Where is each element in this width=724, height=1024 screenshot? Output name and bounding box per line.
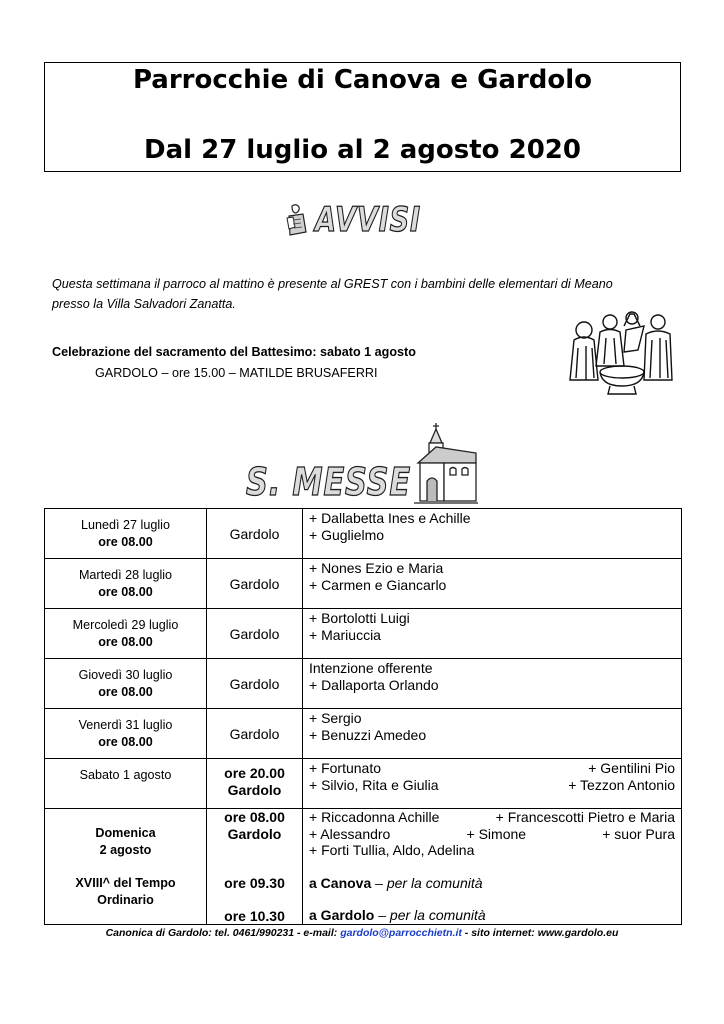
day-label: Giovedì 30 luglio	[78, 668, 173, 682]
place-label: Gardolo	[227, 781, 282, 798]
intention-line: + Mariuccia	[309, 626, 381, 643]
day-time: ore 08.00	[98, 585, 153, 599]
intention-line: + Benuzzi Amedeo	[309, 726, 427, 743]
day-time: ore 08.00	[98, 535, 153, 549]
messe-title: S. MESSE	[246, 460, 411, 504]
place-label: a Gardolo	[309, 907, 375, 923]
intention-line: + Alessandro	[309, 825, 391, 842]
day-label: Venerdì 31 luglio	[78, 718, 173, 732]
intention-line: + Carmen e Giancarlo	[309, 576, 447, 593]
day-time: ore 08.00	[98, 635, 153, 649]
mass-time: ore 08.00	[224, 809, 285, 825]
footer-contact	[0, 927, 724, 939]
feast-label: XVIII^ del Tempo	[75, 876, 176, 890]
day-time: ore 08.00	[98, 685, 153, 699]
avvisi-title: AVVISI	[315, 200, 421, 240]
place-label: Gardolo	[207, 709, 303, 759]
intention-line: + Riccadonna Achille	[309, 809, 440, 825]
notice-line-1: Questa settimana il parroco al mattino è presente al GREST con i bambini delle elementari di Meano	[52, 277, 613, 291]
intention-line: + Bortolotti Luigi	[309, 610, 410, 626]
header-box	[44, 62, 681, 172]
day-time: ore 08.00	[98, 735, 153, 749]
mass-time: ore 10.30	[224, 907, 285, 924]
mass-schedule-table	[44, 508, 682, 925]
table-row	[45, 509, 682, 559]
baptism-detail: GARDOLO – ore 15.00 – MATILDE BRUSAFERRI	[95, 366, 378, 380]
day-date: 2 agosto	[99, 843, 152, 857]
feast-label: Ordinario	[97, 893, 154, 907]
intention-line: Intenzione offerente	[309, 660, 433, 676]
place-label: Gardolo	[227, 825, 282, 842]
table-row	[45, 609, 682, 659]
mass-time: ore 09.30	[224, 875, 285, 891]
intention-line: + Tezzon Antonio	[568, 776, 675, 793]
footer-phone: Canonica di Gardolo: tel. 0461/990231 - e-mail:	[105, 927, 338, 939]
intention-line: + Sergio	[309, 710, 362, 726]
day-label: Mercoledì 29 luglio	[72, 618, 179, 632]
place-label: Gardolo	[207, 609, 303, 659]
place-label: Gardolo	[207, 659, 303, 709]
day-label: Domenica	[95, 826, 156, 840]
notice-line-2: presso la Villa Salvadori Zanatta.	[52, 297, 236, 311]
footer-website: - sito internet: www.gardolo.eu	[464, 927, 619, 939]
intention-line: + suor Pura	[602, 825, 675, 842]
intention-line: + Dallabetta Ines e Achille	[309, 510, 471, 526]
table-row	[45, 659, 682, 709]
mass-note: – per la comunità	[378, 907, 486, 923]
place-label: Gardolo	[207, 509, 303, 559]
intention-line: + Nones Ezio e Maria	[309, 560, 444, 576]
header-dates: Dal 27 luglio al 2 agosto 2020	[144, 135, 581, 165]
intention-line: + Gentilini Pio	[588, 760, 675, 776]
baptism-scene-icon	[566, 308, 676, 396]
day-time: ore 20.00	[224, 765, 285, 781]
header-title: Parrocchie di Canova e Gardolo	[132, 65, 593, 95]
table-row-domenica	[45, 809, 682, 925]
intention-line: + Guglielmo	[309, 526, 385, 543]
intention-line: + Forti Tullia, Aldo, Adelina	[309, 842, 475, 858]
day-label: Sabato 1 agosto	[79, 768, 172, 782]
table-row-sabato	[45, 759, 682, 809]
place-label: Gardolo	[207, 559, 303, 609]
day-label: Martedì 28 luglio	[78, 568, 173, 582]
intention-line: + Silvio, Rita e Giulia	[309, 776, 439, 793]
intention-line: + Fortunato	[309, 760, 381, 776]
day-label: Lunedì 27 luglio	[81, 518, 170, 532]
church-icon	[414, 423, 478, 505]
footer-email-link[interactable]: gardolo@parrocchietn.it	[340, 927, 462, 939]
intention-line: + Francescotti Pietro e Maria	[495, 809, 675, 825]
intention-line: + Simone	[466, 825, 527, 842]
baptism-title: Celebrazione del sacramento del Battesimo: sabato 1 agosto	[52, 345, 416, 359]
place-label: a Canova	[309, 874, 372, 891]
table-row	[45, 709, 682, 759]
intention-line: + Dallaporta Orlando	[309, 676, 439, 693]
mass-note: – per la comunità	[375, 874, 483, 891]
reading-figure-icon	[283, 202, 309, 238]
avvisi-banner	[283, 200, 447, 240]
table-row	[45, 559, 682, 609]
